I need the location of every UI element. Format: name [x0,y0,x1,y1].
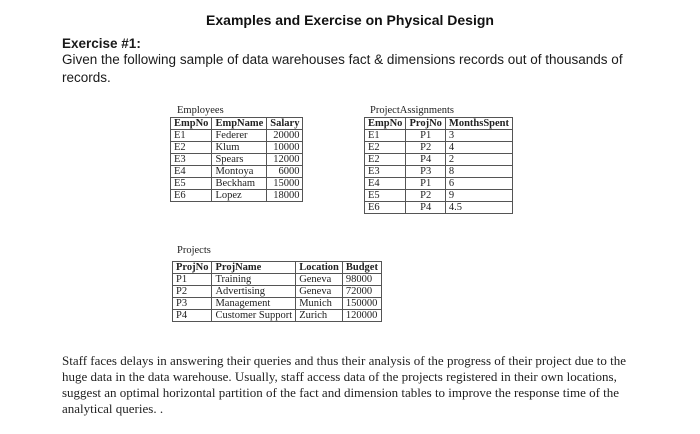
table-cell: Customer Support [212,310,296,322]
table-row [171,130,303,142]
column-header: EmpNo [171,118,212,130]
exercise-label: Exercise #1: [62,36,141,51]
table-cell: Geneva [296,286,343,298]
table-cell: E2 [365,142,406,154]
column-header: MonthsSpent [445,118,512,130]
table-cell: E3 [171,154,212,166]
column-header: Budget [342,262,381,274]
exercise-intro: Given the following sample of data warehouses fact & dimensions records out of thousands of records. [62,52,623,85]
table-cell: 2 [445,154,512,166]
table-row [173,298,382,310]
table-cell: Klum [212,142,267,154]
task-paragraph: Staff faces delays in answering their queries and thus their analysis of the progress of their project due to the huge data in the data warehouse. Usually, staff access data of the projects registered in their own locations, suggest an optimal horizontal partition of the fact and dimension tables to improve the response time of the analytical queries. . [62,353,627,416]
table-cell: Spears [212,154,267,166]
table-row [365,154,513,166]
table-cell: Munich [296,298,343,310]
table-row [173,274,382,286]
table-cell: P2 [406,190,445,202]
table-cell: 12000 [267,154,303,166]
table-cell: 8 [445,166,512,178]
column-header: ProjNo [173,262,212,274]
table-cell: P3 [406,166,445,178]
table-row [173,286,382,298]
table-cell: P4 [406,154,445,166]
table-cell: 18000 [267,190,303,202]
table-cell: 4 [445,142,512,154]
table-cell: 3 [445,130,512,142]
table-cell: E5 [365,190,406,202]
table-cell: E6 [365,202,406,214]
assignments-table [364,117,513,214]
column-header: EmpName [212,118,267,130]
table-cell: E6 [171,190,212,202]
table-cell: 4.5 [445,202,512,214]
table-cell: Federer [212,130,267,142]
table-cell: P2 [173,286,212,298]
table-cell: 98000 [342,274,381,286]
table-cell: E2 [171,142,212,154]
page-title: Examples and Exercise on Physical Design [206,12,494,28]
table-cell: P1 [406,178,445,190]
employees-caption: Employees [177,105,224,116]
table-cell: E1 [365,130,406,142]
table-cell: 72000 [342,286,381,298]
table-cell: Lopez [212,190,267,202]
table-row [171,190,303,202]
table-cell: 15000 [267,178,303,190]
table-row [365,178,513,190]
column-header: EmpNo [365,118,406,130]
table-cell: E1 [171,130,212,142]
table-cell: Advertising [212,286,296,298]
table-cell: P1 [173,274,212,286]
table-cell: 150000 [342,298,381,310]
table-row [365,142,513,154]
table-cell: Training [212,274,296,286]
assignments-caption: ProjectAssignments [370,105,454,116]
table-cell: 9 [445,190,512,202]
table-row [365,190,513,202]
table-cell: 120000 [342,310,381,322]
table-cell: 6 [445,178,512,190]
column-header: Salary [267,118,303,130]
table-cell: P4 [406,202,445,214]
table-cell: Beckham [212,178,267,190]
table-cell: E3 [365,166,406,178]
column-header: ProjNo [406,118,445,130]
table-row [171,178,303,190]
table-row [365,202,513,214]
projects-table [172,261,382,322]
table-row [171,154,303,166]
column-header: ProjName [212,262,296,274]
table-row [365,166,513,178]
table-cell: E4 [365,178,406,190]
table-cell: 6000 [267,166,303,178]
table-cell: E4 [171,166,212,178]
table-cell: Management [212,298,296,310]
column-header: Location [296,262,343,274]
table-cell: P2 [406,142,445,154]
table-cell: P4 [173,310,212,322]
table-cell: Zurich [296,310,343,322]
table-cell: 20000 [267,130,303,142]
table-cell: E5 [171,178,212,190]
table-cell: Montoya [212,166,267,178]
table-row [171,166,303,178]
table-row [365,130,513,142]
table-cell: P1 [406,130,445,142]
table-cell: 10000 [267,142,303,154]
table-cell: E2 [365,154,406,166]
table-cell: P3 [173,298,212,310]
employees-table [170,117,303,202]
table-row [171,142,303,154]
table-row [173,310,382,322]
projects-caption: Projects [177,245,211,256]
table-cell: Geneva [296,274,343,286]
